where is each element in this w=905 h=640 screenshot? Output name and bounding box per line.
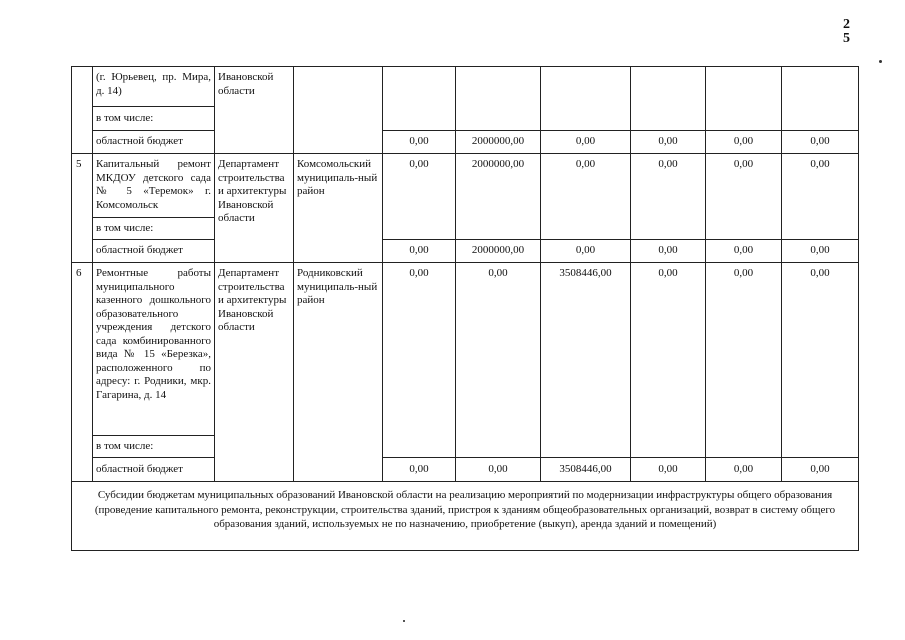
page-number: [843, 18, 850, 46]
budget-value: 0,00: [706, 240, 782, 263]
value-cell: 0,00: [631, 154, 706, 240]
budget-value: 0,00: [782, 240, 859, 263]
budget-value: 0,00: [631, 458, 706, 482]
table-row: [72, 131, 859, 154]
value-cell: 0,00: [706, 263, 782, 458]
budget-value: 0,00: [706, 131, 782, 154]
page-number-bottom: 5: [843, 31, 850, 46]
value-cell: [541, 67, 631, 131]
department: Департамент строительства и архитектуры Ивановской области: [215, 154, 294, 263]
including-label: в том числе:: [93, 436, 215, 458]
scan-speck: [403, 620, 405, 622]
value-cell: 0,00: [383, 154, 456, 240]
row-index: 5: [72, 154, 93, 263]
municipality: [294, 67, 383, 154]
value-cell: [383, 67, 456, 131]
budget-value: 0,00: [456, 458, 541, 482]
value-cell: 0,00: [706, 154, 782, 240]
table-row: [72, 240, 859, 263]
budget-value: 0,00: [383, 131, 456, 154]
budget-value: 0,00: [782, 131, 859, 154]
subsidy-footer: Субсидии бюджетам муниципальных образований Ивановской области на реализацию мероприятий по модернизации инфраструктуры общего образования (проведение капитального ремонта, реконструкции, строительства зданий, пристроя к зданиям общеобразовательных организаций, возврат в систему общего образования зданий, используемых не по назначению, приобретение (выкуп), аренда зданий и помещений): [72, 482, 859, 551]
value-cell: 0,00: [782, 154, 859, 240]
budget-value: 0,00: [383, 458, 456, 482]
budget-value: 2000000,00: [456, 131, 541, 154]
subsidy-table: [71, 66, 859, 551]
value-cell: 0,00: [383, 263, 456, 458]
table-row: [72, 154, 859, 218]
project-name: (г. Юрьевец, пр. Мира, д. 14): [93, 67, 215, 107]
row-index: [72, 67, 93, 154]
department: Департамент строительства и архитектуры Ивановской области: [215, 263, 294, 482]
table-row: [72, 263, 859, 436]
value-cell: 0,00: [456, 263, 541, 458]
row-index: 6: [72, 263, 93, 482]
budget-value: 0,00: [631, 240, 706, 263]
budget-value: 2000000,00: [456, 240, 541, 263]
value-cell: [706, 67, 782, 131]
municipality: Комсомольский муниципаль-ный район: [294, 154, 383, 263]
value-cell: [631, 67, 706, 131]
scan-speck: [879, 60, 882, 63]
value-cell: 0,00: [541, 154, 631, 240]
value-cell: 2000000,00: [456, 154, 541, 240]
table-row: [72, 67, 859, 107]
value-cell: [782, 67, 859, 131]
including-label: в том числе:: [93, 107, 215, 131]
budget-label: областной бюджет: [93, 131, 215, 154]
page-number-top: 2: [843, 17, 850, 32]
value-cell: 0,00: [782, 263, 859, 458]
budget-label: областной бюджет: [93, 458, 215, 482]
project-name: Капитальный ремонт МКДОУ детского сада № 5 «Теремок» г. Комсомольск: [93, 154, 215, 218]
value-cell: [456, 67, 541, 131]
budget-value: 0,00: [541, 131, 631, 154]
value-cell: 0,00: [631, 263, 706, 458]
including-label: в том числе:: [93, 218, 215, 240]
budget-value: 0,00: [631, 131, 706, 154]
budget-value: 0,00: [541, 240, 631, 263]
budget-value: 3508446,00: [541, 458, 631, 482]
municipality: Родниковский муниципаль-ный район: [294, 263, 383, 482]
value-cell: 3508446,00: [541, 263, 631, 458]
budget-value: 0,00: [782, 458, 859, 482]
budget-label: областной бюджет: [93, 240, 215, 263]
project-name: Ремонтные работы муниципального казенного дошкольного образовательного учреждения детского сада комбинированного вида № 15 «Березка», расположенного по адресу: г. Родники, мкр. Гагарина, д. 14: [93, 263, 215, 436]
budget-value: 0,00: [706, 458, 782, 482]
table-row: [72, 458, 859, 482]
table-row: [72, 482, 859, 551]
budget-value: 0,00: [383, 240, 456, 263]
department: Ивановской области: [215, 67, 294, 154]
